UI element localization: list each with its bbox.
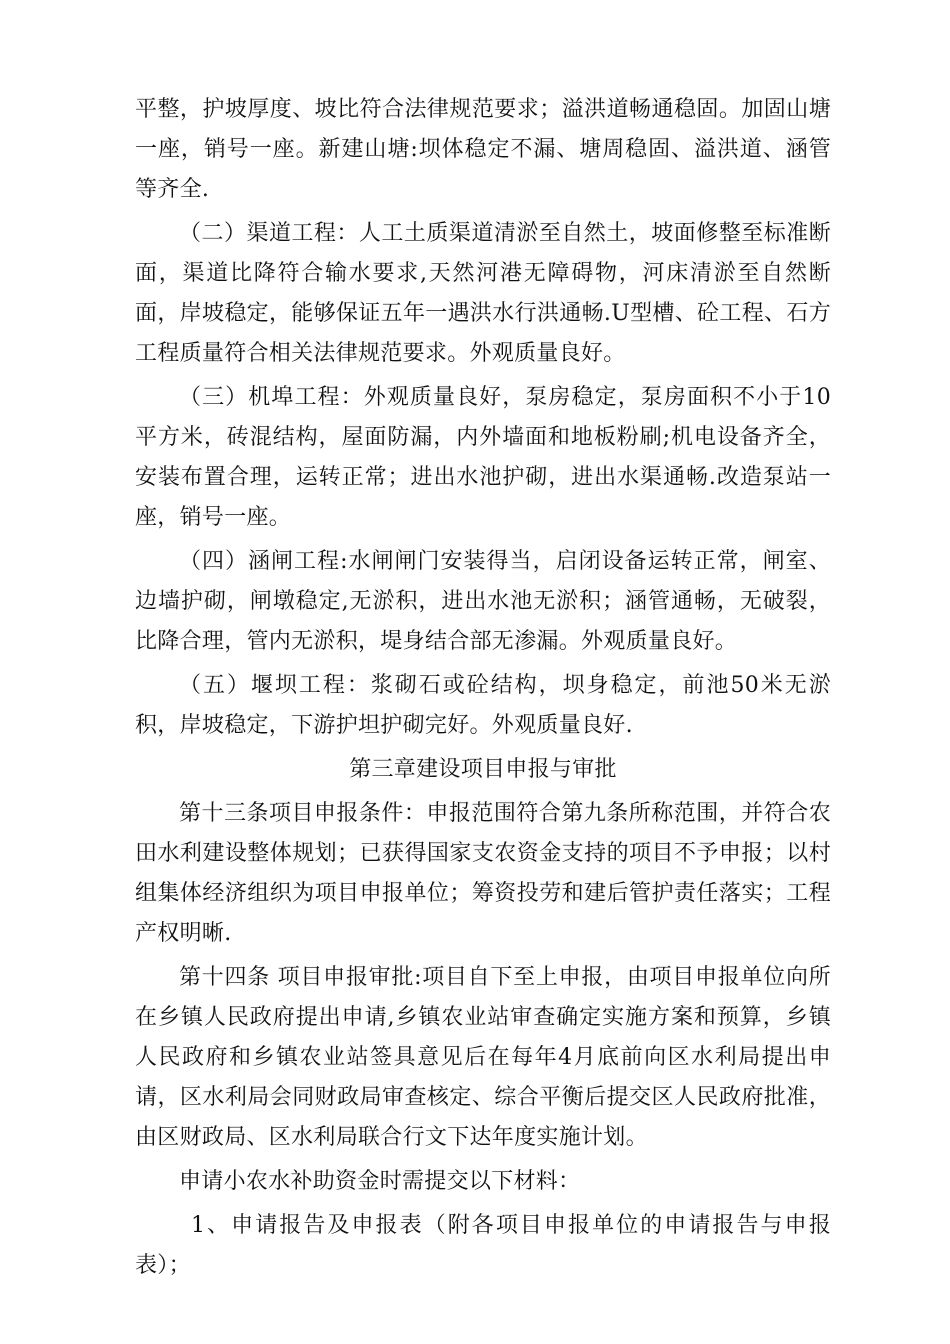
required-materials-intro: 申请小农水补助资金时需提交以下材料： xyxy=(179,1169,581,1194)
article-14-application-approval: 第十四条 项目申报审批:项目自下至上申报，由项目申报单位向所在乡镇人民政府提出申请,乡镇农业站审查确定实施方案和预算，乡镇人民政府和乡镇农业站签具意见后在每年4月底前向区水利局提出申请，区水利局会同财政局审查核定、综合平衡后提交区人民政府批准，由区财政局、区水利局联合行文下达年度实施计划。 xyxy=(135,965,831,1150)
paragraph-channel-works: （二）渠道工程：人工土质渠道清淤至自然土，坡面修整至标准断面，渠道比降符合输水要求,天然河港无障碍物，河床清淤至自然断面，岸坡稳定，能够保证五年一遇洪水行洪通畅.U型槽、砼工程、石方工程质量符合相关法律规范要求。外观质量良好。 xyxy=(135,221,831,366)
paragraph-pump-station-works: （三）机埠工程：外观质量良好，泵房稳定，泵房面积不小于10平方米，砖混结构，屋面防漏，内外墙面和地板粉刷;机电设备齐全，安装布置合理，运转正常；进出水池护砌，进出水渠通畅.改造泵站一座，销号一座。 xyxy=(135,385,831,530)
paragraph-reservoir-continued: 平整，护坡厚度、坡比符合法律规范要求；溢洪道畅通稳固。加固山塘一座，销号一座。新建山塘:坝体稳定不漏、塘周稳固、溢洪道、涵管等齐全. xyxy=(135,97,831,202)
paragraph-sluice-works: （四）涵闸工程:水闸闸门安装得当，启闭设备运转正常，闸室、边墙护砌，闸墩稳定,无淤积，进出水池无淤积；涵管通畅，无破裂，比降合理，管内无淤积，堤身结合部无渗漏。外观质量良好。 xyxy=(135,549,831,654)
required-materials-item-1: 1、申请报告及申报表（附各项目申报单位的申请报告与申报表）； xyxy=(135,1213,831,1278)
document-body xyxy=(135,90,831,1286)
article-13-application-conditions: 第十三条项目申报条件：申报范围符合第九条所称范围，并符合农田水利建设整体规划；已获得国家支农资金支持的项目不予申报；以村组集体经济组织为项目申报单位；筹资投劳和建后管护责任落实；工程产权明晰. xyxy=(135,801,831,946)
chapter-heading: 第三章建设项目申报与审批 xyxy=(349,757,617,782)
paragraph-weir-works: （五）堰坝工程：浆砌石或砼结构，坝身稳定，前池50米无淤积，岸坡稳定，下游护坦护砌完好。外观质量良好. xyxy=(135,673,831,738)
